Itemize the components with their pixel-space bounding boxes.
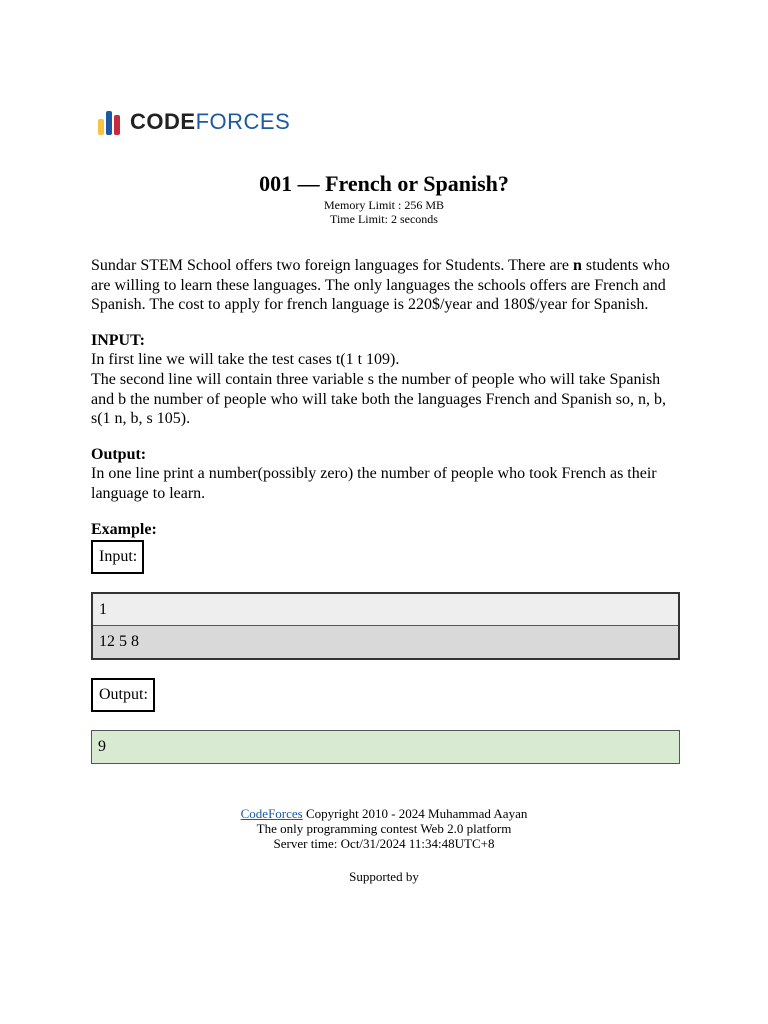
logo-text-code: CODE [130, 109, 196, 134]
footer [0, 806, 768, 884]
example-output-table [91, 730, 680, 764]
example-input-label: Input: [91, 540, 144, 574]
example-output-row: 9 [98, 738, 106, 756]
output-section [91, 445, 681, 504]
input-section [91, 331, 681, 429]
problem-title: 001 — French or Spanish? [259, 171, 509, 196]
example-title: Example: [91, 520, 157, 538]
output-text: In one line print a number(possibly zero) the number of people who took French as their language to learn. [91, 465, 657, 502]
time-limit: Time Limit: 2 seconds [330, 212, 438, 226]
memory-limit: Memory Limit : 256 MB [324, 198, 444, 212]
input-line-2: The second line will contain three variable s the number of people who will take Spanish and b the number of people who will take both the languages French and Spanish so, n, b, s(1 n, b, s 105). [91, 370, 666, 428]
logo-text [130, 109, 290, 135]
statement-paragraph [91, 256, 681, 315]
logo-bars-icon [98, 109, 122, 135]
footer-copyright: Copyright 2010 - 2024 Muhammad Aayan [302, 806, 528, 821]
codeforces-logo[interactable] [91, 102, 295, 142]
example-input-label-wrap [91, 540, 681, 574]
statement-variable-n: n [572, 257, 582, 274]
example-section [91, 520, 681, 765]
input-title: INPUT: [91, 331, 145, 349]
footer-codeforces-link[interactable]: CodeForces [240, 806, 303, 821]
example-input-row: 12 5 8 [93, 626, 678, 658]
logo-text-forces: FORCES [195, 109, 291, 134]
statement-text-1: Sundar STEM School offers two foreign languages for Students. There are [91, 257, 573, 274]
example-output-label: Output: [91, 678, 155, 712]
logo-bar-blue [106, 111, 112, 135]
example-input-row: 1 [93, 594, 678, 626]
output-title: Output: [91, 445, 147, 463]
logo-bar-red [114, 115, 120, 135]
problem-header [0, 170, 768, 226]
footer-supported-by: Supported by [349, 869, 419, 884]
input-line-1: In first line we will take the test cases t(1 t 109). [91, 351, 400, 369]
footer-server-time: Server time: Oct/31/2024 11:34:48UTC+8 [273, 836, 495, 851]
logo-bar-yellow [98, 119, 104, 135]
example-output-label-wrap [91, 678, 681, 712]
problem-statement [91, 256, 681, 764]
footer-tagline: The only programming contest Web 2.0 platform [256, 821, 512, 836]
statement-text-2: students who are willing to learn these languages. The only languages the schools offers are French and Spanish. The cost to apply for french language is 220$/year and 180$/year for Spanish. [91, 257, 670, 314]
footer-copyright-line [0, 806, 768, 821]
example-input-table [91, 592, 680, 660]
